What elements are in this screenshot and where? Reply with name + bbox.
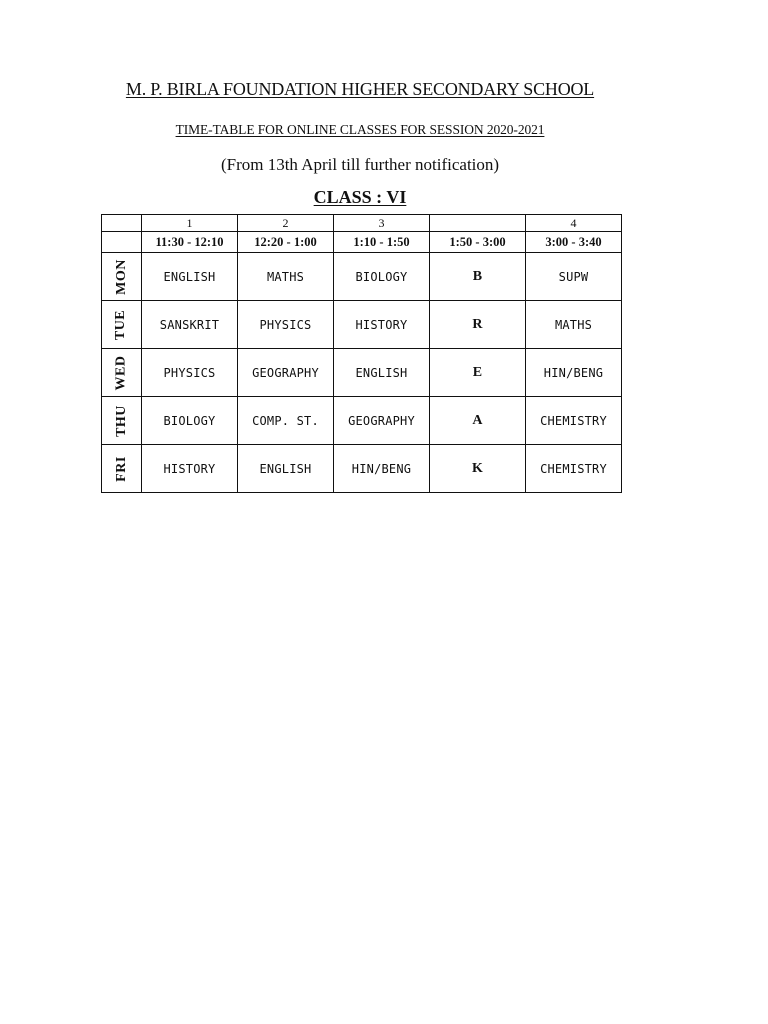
day-row-mon <box>102 253 622 301</box>
day-label: WED <box>113 355 129 390</box>
day-cell <box>102 301 142 349</box>
school-name: M. P. BIRLA FOUNDATION HIGHER SECONDARY SCHOOL <box>125 79 595 99</box>
day-cell <box>102 349 142 397</box>
period-cell: 2 <box>238 215 334 232</box>
break-cell: R <box>430 301 526 349</box>
date-note: (From 13th April till further notification) <box>220 155 500 174</box>
day-cell <box>102 397 142 445</box>
day-cell <box>102 445 142 493</box>
period-cell: 1 <box>142 215 238 232</box>
class-title: CLASS : VI <box>313 187 407 207</box>
subject-cell: SANSKRIT <box>142 301 238 349</box>
period-cell <box>430 215 526 232</box>
timetable <box>101 214 622 493</box>
time-cell: 1:10 - 1:50 <box>334 232 430 253</box>
subject-cell: MATHS <box>526 301 622 349</box>
time-header-row <box>102 232 622 253</box>
subject-cell: COMP. ST. <box>238 397 334 445</box>
day-cell <box>102 253 142 301</box>
time-cell: 12:20 - 1:00 <box>238 232 334 253</box>
day-label: FRI <box>113 455 129 482</box>
day-label: THU <box>113 404 129 437</box>
subject-cell: GEOGRAPHY <box>238 349 334 397</box>
day-row-fri <box>102 445 622 493</box>
subject-cell: SUPW <box>526 253 622 301</box>
subject-cell: MATHS <box>238 253 334 301</box>
period-header-row <box>102 215 622 232</box>
subject-cell: HIN/BENG <box>334 445 430 493</box>
corner-cell <box>102 232 142 253</box>
corner-cell <box>102 215 142 232</box>
break-cell: K <box>430 445 526 493</box>
break-cell: B <box>430 253 526 301</box>
day-row-tue <box>102 301 622 349</box>
subject-cell: BIOLOGY <box>334 253 430 301</box>
period-cell: 3 <box>334 215 430 232</box>
subject-cell: GEOGRAPHY <box>334 397 430 445</box>
subject-cell: CHEMISTRY <box>526 445 622 493</box>
subject-cell: ENGLISH <box>238 445 334 493</box>
subject-cell: CHEMISTRY <box>526 397 622 445</box>
day-row-thu <box>102 397 622 445</box>
day-label: TUE <box>113 309 129 340</box>
subject-cell: ENGLISH <box>142 253 238 301</box>
subject-cell: HIN/BENG <box>526 349 622 397</box>
period-cell: 4 <box>526 215 622 232</box>
subject-cell: PHYSICS <box>142 349 238 397</box>
subject-cell: BIOLOGY <box>142 397 238 445</box>
time-cell: 3:00 - 3:40 <box>526 232 622 253</box>
subject-cell: PHYSICS <box>238 301 334 349</box>
subject-cell: HISTORY <box>142 445 238 493</box>
day-row-wed <box>102 349 622 397</box>
timetable-title: TIME-TABLE FOR ONLINE CLASSES FOR SESSION 2020-2021 <box>175 122 545 137</box>
time-cell: 1:50 - 3:00 <box>430 232 526 253</box>
subject-cell: HISTORY <box>334 301 430 349</box>
day-label: MON <box>113 258 129 295</box>
break-cell: E <box>430 349 526 397</box>
break-cell: A <box>430 397 526 445</box>
subject-cell: ENGLISH <box>334 349 430 397</box>
time-cell: 11:30 - 12:10 <box>142 232 238 253</box>
